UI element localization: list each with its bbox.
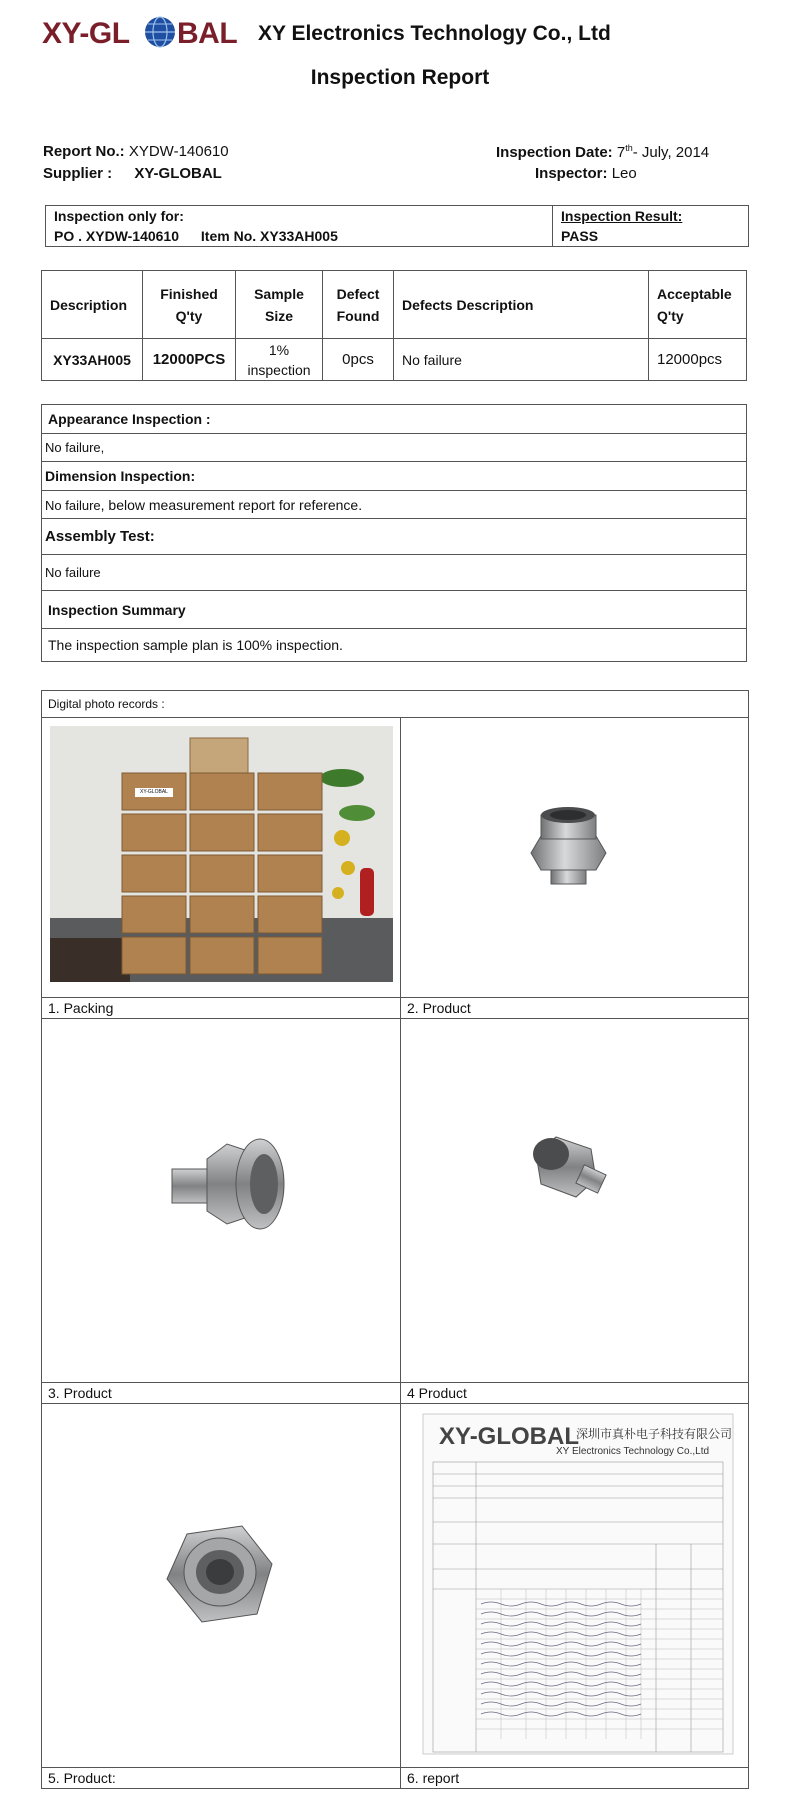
caption-5: 5. Product: [42, 1768, 401, 1789]
po-box [45, 205, 749, 247]
report-no-label: Report No.: [43, 143, 125, 160]
report-thumb-logo: XY-GLOBAL [439, 1423, 580, 1450]
dimension-label: Dimension Inspection: [42, 462, 747, 491]
appearance-value: No failure, [42, 434, 747, 462]
report-no [43, 143, 229, 160]
packing-photo-image [42, 718, 400, 992]
supplier [43, 165, 222, 182]
caption-4: 4 Product [401, 1383, 749, 1404]
inspection-date-label: Inspection Date: [496, 144, 613, 161]
cell-description: XY33AH005 [42, 339, 143, 381]
inspection-date [496, 143, 709, 161]
inspection-date-rest: - July, 2014 [632, 144, 710, 161]
report-no-value: XYDW-140610 [128, 143, 229, 160]
header-defects-description: Defects Description [394, 271, 649, 339]
supplier-label: Supplier : [43, 165, 113, 182]
caption-6: 6. report [401, 1768, 749, 1789]
photo-product-4 [401, 1019, 749, 1383]
photo-records-title: Digital photo records : [42, 691, 749, 718]
fitting-angle-photo-image [401, 1019, 748, 1377]
po-number: XYDW-140610 [85, 228, 180, 244]
result-cell [553, 206, 749, 247]
caption-3: 3. Product [42, 1383, 401, 1404]
cell-sample-size [236, 339, 323, 381]
dimension-value-a: No failure [45, 497, 101, 513]
summary-data-row [42, 339, 747, 381]
cell-finished-qty: 12000PCS [143, 339, 236, 381]
photo-product-5 [42, 1404, 401, 1768]
header-sample-size: Sample Size [236, 271, 323, 339]
photo-packing [42, 718, 401, 998]
inspector [535, 165, 637, 182]
caption-1: 1. Packing [42, 998, 401, 1019]
photo-product-3 [42, 1019, 401, 1383]
inspection-details-table [41, 404, 747, 662]
supplier-value: XY-GLOBAL [134, 165, 222, 182]
inspection-result-label: Inspection Result: [561, 208, 683, 224]
summary-label: Inspection Summary [42, 591, 747, 629]
photo-report [401, 1404, 749, 1768]
packing-boxes [122, 738, 322, 974]
inspection-result-value: PASS [561, 228, 599, 244]
header-finished-qty: Finished Q'ty [143, 271, 236, 339]
inspector-label: Inspector: [535, 165, 608, 182]
assembly-label: Assembly Test: [42, 519, 747, 555]
sample-size-percent: 1% [268, 341, 290, 358]
company-logo [42, 12, 247, 52]
extinguisher-icon [360, 868, 374, 916]
inspection-date-suffix: th [625, 143, 633, 153]
photo-product-2 [401, 718, 749, 998]
po-cell [46, 206, 553, 247]
summary-header-row [42, 271, 747, 339]
fitting-photo-image [401, 718, 748, 992]
report-scan-image [401, 1404, 748, 1762]
cell-defect-found: 0pcs [323, 339, 394, 381]
inspector-value: Leo [611, 165, 637, 182]
fitting-top-photo-image [42, 1404, 400, 1762]
box-label: XY-GLOBAL [135, 788, 173, 797]
dimension-value-b: , below measurement report for reference. [100, 496, 363, 513]
fitting-side-photo-image [42, 1019, 400, 1377]
page-title: Inspection Report [310, 66, 490, 89]
report-thumb-english-name: XY Electronics Technology Co.,Ltd [556, 1446, 710, 1457]
photo-records-table [41, 690, 749, 1789]
summary-table [41, 270, 747, 381]
logo-text-right: BAL [177, 17, 238, 50]
item-label: Item No. [200, 228, 257, 244]
report-thumb-chinese-name: 深圳市真朴电子科技有限公司 [576, 1427, 733, 1441]
appearance-label: Appearance Inspection : [42, 405, 747, 434]
logo-text-left: XY-GL [42, 17, 130, 50]
header-acceptable-qty: Acceptable Q'ty [649, 271, 747, 339]
cell-defects-description: No failure [394, 339, 649, 381]
inspection-date-day: 7 [616, 144, 626, 161]
dimension-value [42, 491, 747, 519]
item-number: XY33AH005 [260, 228, 338, 244]
po-prefix: PO . [54, 228, 83, 244]
header-description: Description [42, 271, 143, 339]
summary-value: The inspection sample plan is 100% inspection. [42, 629, 747, 662]
inspection-for-label: Inspection only for: [54, 208, 184, 224]
sample-size-text: inspection [247, 361, 311, 378]
company-name: XY Electronics Technology Co., Ltd [258, 22, 611, 45]
caption-2: 2. Product [401, 998, 749, 1019]
header-defect-found: Defect Found [323, 271, 394, 339]
cell-acceptable-qty: 12000pcs [649, 339, 747, 381]
assembly-value: No failure [42, 555, 747, 591]
